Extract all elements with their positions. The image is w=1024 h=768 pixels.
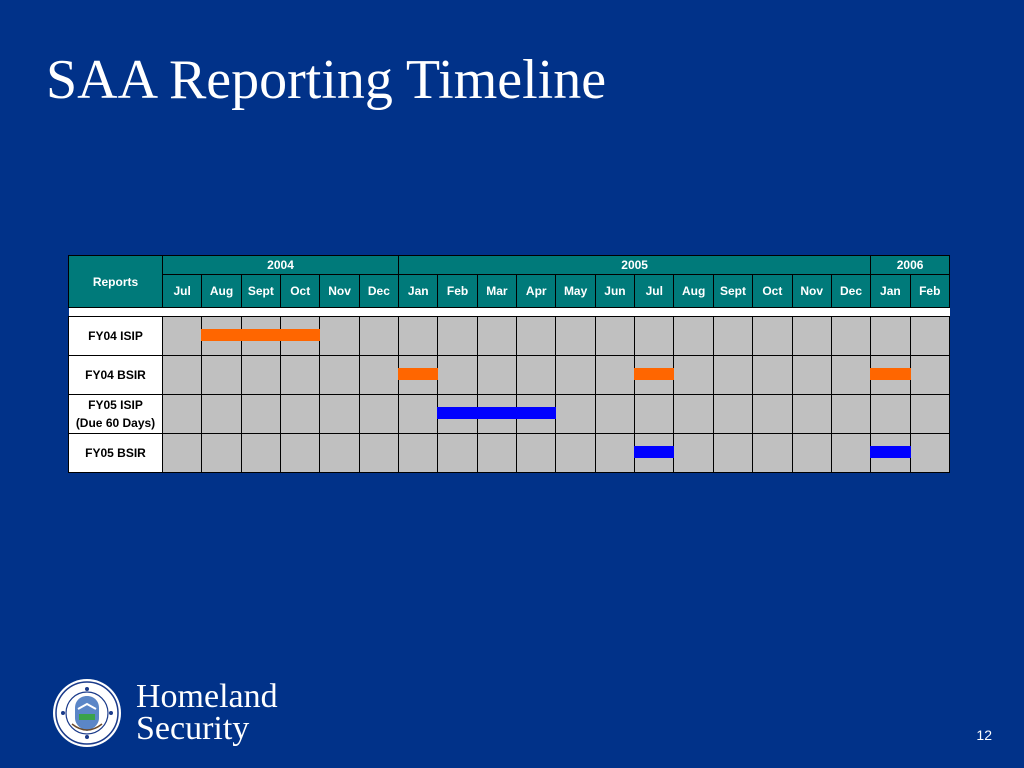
table-row [69,317,950,356]
timeline-cell [202,356,241,395]
logo-line-security: Security [136,710,250,747]
month-header: Jun [595,275,634,308]
report-label [69,395,163,434]
timeline-cell [477,317,516,356]
timeline-cell [871,395,910,434]
report-label-line: FY04 BSIR [85,368,146,382]
timeline-cell [163,395,202,434]
timeline-cell [517,395,556,434]
timeline-cell [359,434,398,473]
timeline-cell [241,434,280,473]
timeline-cell [477,434,516,473]
timeline-cell [674,317,713,356]
timeline-cell [753,395,792,434]
report-label-line: FY05 BSIR [85,446,146,460]
timeline-cell [517,317,556,356]
timeline-cell [910,434,949,473]
timeline-cell [163,356,202,395]
month-header: Sept [713,275,752,308]
slide-title: SAA Reporting Timeline [46,49,607,111]
dhs-logo [52,678,278,748]
spacer-row [69,308,950,317]
timeline-cell [202,434,241,473]
timeline-cell [556,356,595,395]
timeline-cell [713,317,752,356]
timeline-cell [202,395,241,434]
timeline-cell [910,356,949,395]
year-header: 2005 [399,256,871,275]
table-row [69,356,950,395]
timeline-cell [320,395,359,434]
timeline-cell [792,356,831,395]
dhs-seal-icon [52,678,122,748]
timeline-cell [399,317,438,356]
timeline-cell [792,395,831,434]
report-due-bar [241,329,281,341]
report-due-bar [634,368,674,380]
timeline-cell [359,395,398,434]
timeline-cell [831,317,870,356]
timeline-cell [438,395,477,434]
timeline-cell [595,356,634,395]
report-due-bar [634,446,674,458]
timeline-cell [202,317,241,356]
month-header: Jul [163,275,202,308]
timeline-cell [871,434,910,473]
timeline-cell [595,395,634,434]
timeline-cell [320,317,359,356]
timeline-cell [517,356,556,395]
timeline-cell [281,317,320,356]
month-header: May [556,275,595,308]
timeline-cell [674,395,713,434]
timeline-cell [359,356,398,395]
timeline-cell [871,317,910,356]
timeline-cell [163,434,202,473]
timeline-cell [831,395,870,434]
year-header: 2006 [871,256,950,275]
month-header: Jul [635,275,674,308]
timeline-cell [910,395,949,434]
timeline-cell [674,356,713,395]
timeline-cell [438,356,477,395]
report-due-bar [201,329,241,341]
month-header: Mar [477,275,516,308]
timeline-cell [438,434,477,473]
reporting-timeline-table [68,255,950,473]
month-header: Dec [359,275,398,308]
report-label [69,434,163,473]
table-row [69,395,950,434]
timeline-cell [792,317,831,356]
timeline-cell [674,434,713,473]
timeline-cell [753,434,792,473]
month-header: Aug [202,275,241,308]
timeline-cell [871,356,910,395]
timeline-cell [753,356,792,395]
timeline-cell [713,356,752,395]
year-header: 2004 [163,256,399,275]
report-label-line: FY04 ISIP [88,329,143,343]
timeline-cell [595,317,634,356]
month-header: Jan [871,275,910,308]
month-header-row [69,275,950,308]
timeline-cell [241,356,280,395]
timeline-cell [241,317,280,356]
report-due-bar [870,368,910,380]
month-header: Aug [674,275,713,308]
report-due-bar [516,407,556,419]
timeline-cell [635,434,674,473]
year-header-row [69,256,950,275]
timeline-cell [635,395,674,434]
timeline-cell [281,395,320,434]
timeline-cell [713,434,752,473]
report-due-bar [437,407,477,419]
month-header: Apr [517,275,556,308]
report-label [69,317,163,356]
logo-line-homeland: Homeland [136,678,278,715]
timeline-cell [556,434,595,473]
timeline-cell [517,434,556,473]
timeline-cell [359,317,398,356]
timeline-cell [556,395,595,434]
timeline-cell [635,317,674,356]
report-due-bar [398,368,438,380]
month-header: Oct [753,275,792,308]
month-header: Sept [241,275,280,308]
timeline-cell [713,395,752,434]
month-header: Feb [910,275,949,308]
report-label-line: FY05 ISIP [88,398,143,412]
timeline-cell [792,434,831,473]
report-due-bar [870,446,910,458]
report-due-bar [280,329,320,341]
month-header: Dec [831,275,870,308]
timeline-cell [399,395,438,434]
month-header: Nov [792,275,831,308]
timeline-cell [281,356,320,395]
timeline-cell [320,356,359,395]
spacer-cell [69,308,950,317]
timeline-cell [241,395,280,434]
timeline-cell [831,356,870,395]
table-row [69,434,950,473]
timeline-cell [163,317,202,356]
timeline-cell [399,356,438,395]
month-header: Oct [281,275,320,308]
timeline-cell [438,317,477,356]
timeline-cell [320,434,359,473]
report-due-bar [477,407,517,419]
timeline-cell [477,356,516,395]
month-header: Feb [438,275,477,308]
month-header: Jan [399,275,438,308]
timeline-cell [595,434,634,473]
page-number: 12 [976,727,992,743]
reports-column-header: Reports [69,256,163,308]
timeline-cell [399,434,438,473]
report-label-line: (Due 60 Days) [75,416,156,430]
timeline-cell [910,317,949,356]
timeline-cell [281,434,320,473]
timeline-cell [477,395,516,434]
timeline-cell [831,434,870,473]
month-header: Nov [320,275,359,308]
report-label [69,356,163,395]
timeline-cell [635,356,674,395]
timeline-cell [753,317,792,356]
logo-wordmark [136,678,278,747]
timeline-cell [556,317,595,356]
